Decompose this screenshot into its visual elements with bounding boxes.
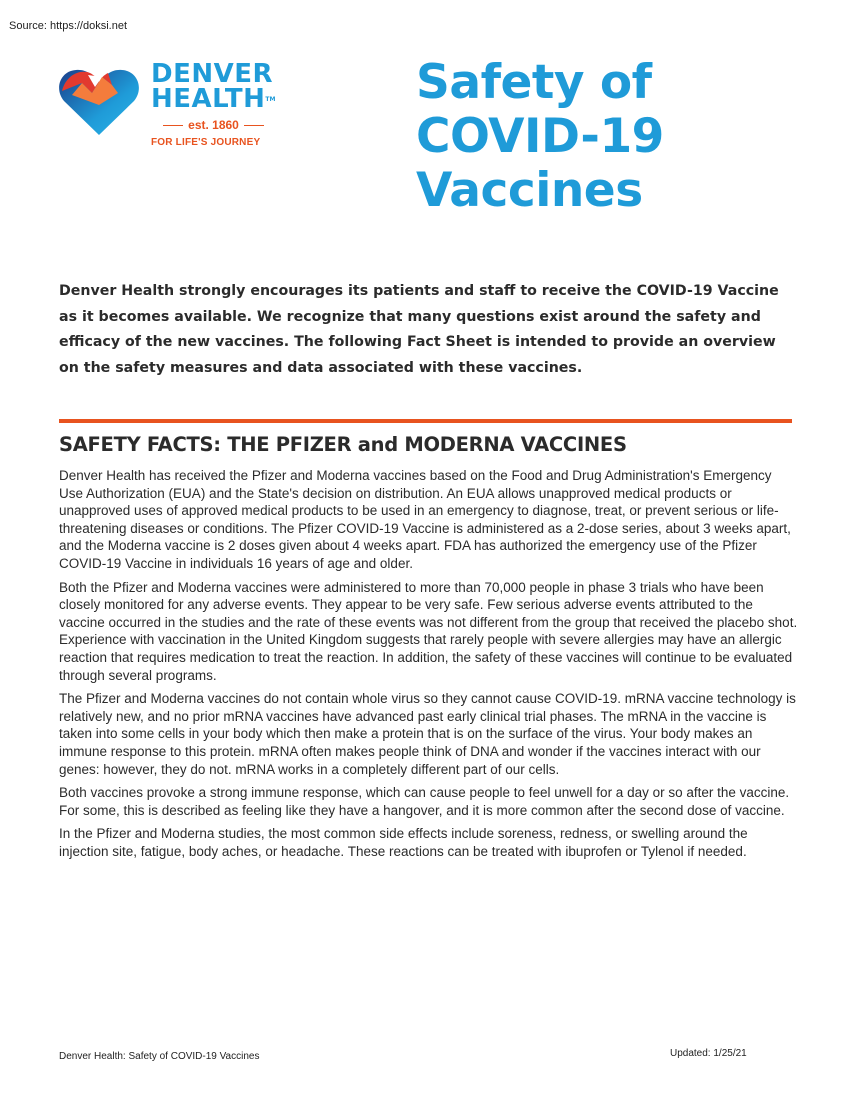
rule-right [244,125,264,126]
body-paragraph: Denver Health has received the Pfizer and Moderna vaccines based on the Food and Drug Administration's Emergency Use Authorization (EUA) and the State's decision on distribution. An EUA allows unapproved medical products or unapproved uses of approved medical products to be used in an emergency to diagnose, treat, or prevent serious or life-threatening diseases or conditions. The Pfizer COVID-19 Vaccine is administered as a 2-dose series, about 3 weeks apart, and the Moderna vaccine is 2 doses given about 4 weeks apart. FDA has authorized the emergency use of the Pfizer COVID-19 Vaccine in individuals 16 years of age and older. [59,468,791,571]
footer-updated-date: Updated: 1/25/21 [670,1048,747,1059]
heart-mountain-icon [58,65,140,137]
logo-established [151,118,276,132]
logo-est-text: est. 1860 [188,118,239,132]
body-paragraph: In the Pfizer and Moderna studies, the most common side effects include soreness, redness, or swelling around the injection site, fatigue, body aches, or headache. These reactions can be treated with ibuprofen or Tylenol if needed. [59,826,748,859]
footer-document-title: Denver Health: Safety of COVID-19 Vaccines [59,1051,260,1062]
denver-health-logo [58,59,298,162]
section-divider [59,419,792,423]
body-paragraph: Both vaccines provoke a strong immune response, which can cause people to feel unwell for a day or so after the vaccine. For some, this is described as feeling like they have a hangover, and it is more common after the second dose of vaccine. [59,785,790,818]
logo-name-line1: DENVER [151,59,274,89]
source-label: Source: https://doksi.net [9,20,128,32]
body-paragraph: Both the Pfizer and Moderna vaccines were administered to more than 70,000 people in phase 3 trials who have been closely monitored for any adverse events. They appear to be very safe. Few serious adverse events attributed to the vaccine occurred in the studies and the rate of these events was not different from the group that received the placebo shot. Experience with vaccination in the United Kingdom suggests that rarely people with severe allergies may have an allergic reaction that requires medication to treat the reaction. In addition, the safety of these vaccines will continue to be evaluated through several programs. [59,579,798,683]
body-paragraph: The Pfizer and Moderna vaccines do not contain whole virus so they cannot cause COVID-19. mRNA vaccine technology is relatively new, and no prior mRNA vaccines have advanced past early clinical trial phases. The mRNA in the vaccine is taken into some cells in your body which then make a protein that is on the surface of the virus. Your body makes an immune response to this protein. mRNA often makes people think of DNA and wonder if the vaccines interact with our genes: however, they do not. mRNA works in a completely different part of our cells. [59,691,796,777]
rule-left [163,125,183,126]
logo-name-line2: HEALTH [151,84,266,114]
page-title: Safety of COVID-19 Vaccines [416,55,664,218]
intro-paragraph: Denver Health strongly encourages its patients and staff to receive the COVID-19 Vaccine as it becomes available. We recognize that many questions exist around the safety and efficacy of the new vaccines. The following Fact Sheet is intended to provide an overview on the safety measures and data associated with these vaccines. [59,283,779,376]
section-body [59,467,799,866]
trademark: TM [265,96,276,103]
section-heading: SAFETY FACTS: THE PFIZER and MODERNA VACCINES [59,433,627,456]
logo-tagline: FOR LIFE'S JOURNEY [151,137,261,148]
logo-name [151,59,276,114]
